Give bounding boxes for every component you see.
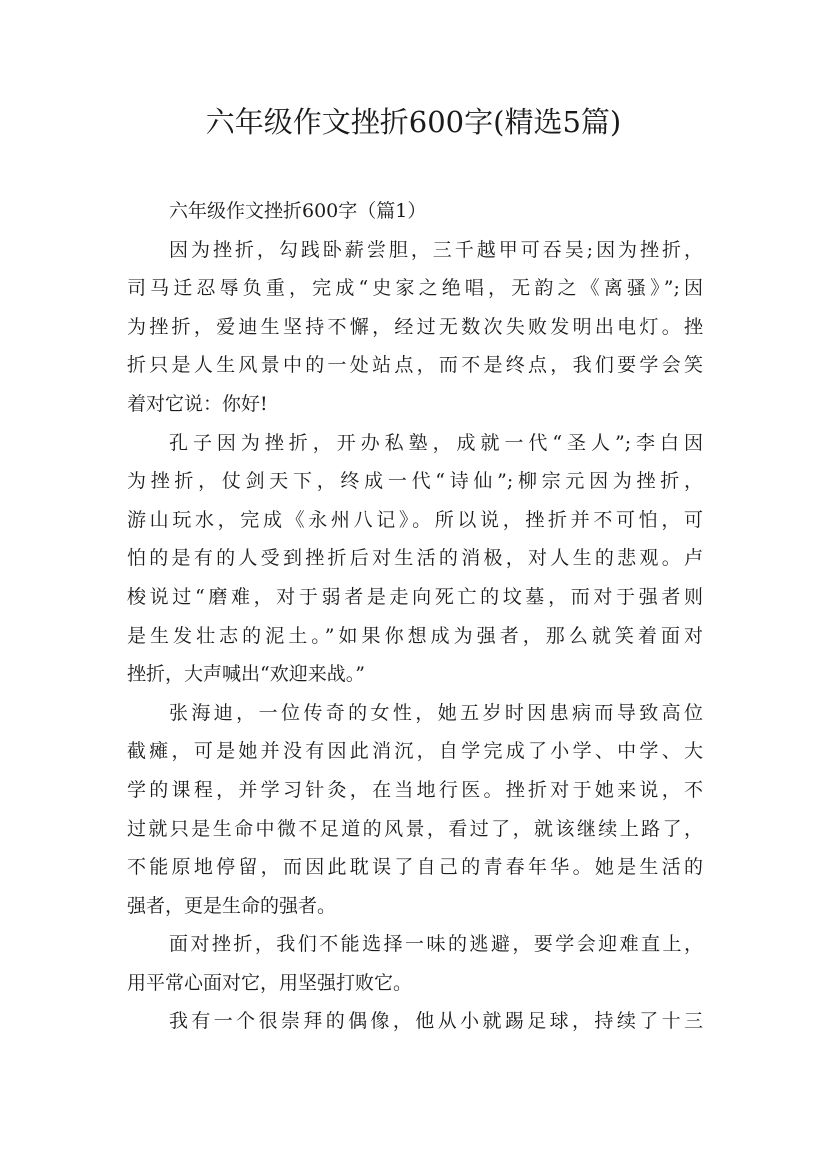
text-line: 面对挫折，我们不能选择一味的逃避，要学会迎难直上，: [169, 933, 703, 956]
text-line: 梭说过“磨难，对于弱者是走向死亡的坟墓，而对于强者则: [127, 585, 703, 608]
text-line: 是生发壮志的泥土。”如果你想成为强者，那么就笑着面对: [127, 624, 703, 647]
text-line: 司马迁忍辱负重，完成“史家之绝唱，无韵之《离骚》”;因: [127, 277, 703, 300]
document-title: 六年级作文挫折600字(精选5篇): [205, 105, 622, 139]
document-body: [127, 192, 703, 1041]
section-heading: 六年级作文挫折600字（篇1）: [169, 200, 427, 222]
text-line: 强者，更是生命的强者。: [127, 894, 337, 917]
text-line: 折只是人生风景中的一处站点，而不是终点，我们要学会笑: [127, 354, 703, 377]
text-line: 过就只是生命中微不足道的风景，看过了，就该继续上路了，: [127, 817, 703, 840]
text-line: 不能原地停留，而因此耽误了自己的青春年华。她是生活的: [127, 856, 703, 879]
text-line: 我有一个很崇拜的偶像，他从小就踢足球，持续了十三: [169, 1010, 703, 1033]
text-line: 挫折，大声喊出“欢迎来战。”: [127, 663, 365, 686]
text-line: 游山玩水，完成《永州八记》。所以说，挫折并不可怕，可: [127, 508, 703, 531]
text-line: 孔子因为挫折，开办私塾，成就一代“圣人”;李白因: [169, 431, 703, 454]
text-line: 怕的是有的人受到挫折后对生活的消极，对人生的悲观。卢: [127, 547, 703, 570]
text-line: 截瘫，可是她并没有因此消沉，自学完成了小学、中学、大: [127, 740, 703, 763]
text-line: 学的课程，并学习针灸，在当地行医。挫折对于她来说，不: [127, 778, 703, 801]
text-line: 着对它说：你好!: [127, 392, 268, 415]
text-line: 为挫折，爱迪生坚持不懈，经过无数次失败发明出电灯。挫: [127, 315, 703, 338]
text-line: 因为挫折，勾践卧薪尝胆，三千越甲可吞吴;因为挫折，: [169, 238, 703, 261]
text-line: 张海迪，一位传奇的女性，她五岁时因患病而导致高位: [169, 701, 703, 724]
text-line: 为挫折，仗剑天下，终成一代“诗仙”;柳宗元因为挫折，: [127, 470, 703, 493]
text-line: 用平常心面对它，用坚强打败它。: [127, 971, 413, 994]
